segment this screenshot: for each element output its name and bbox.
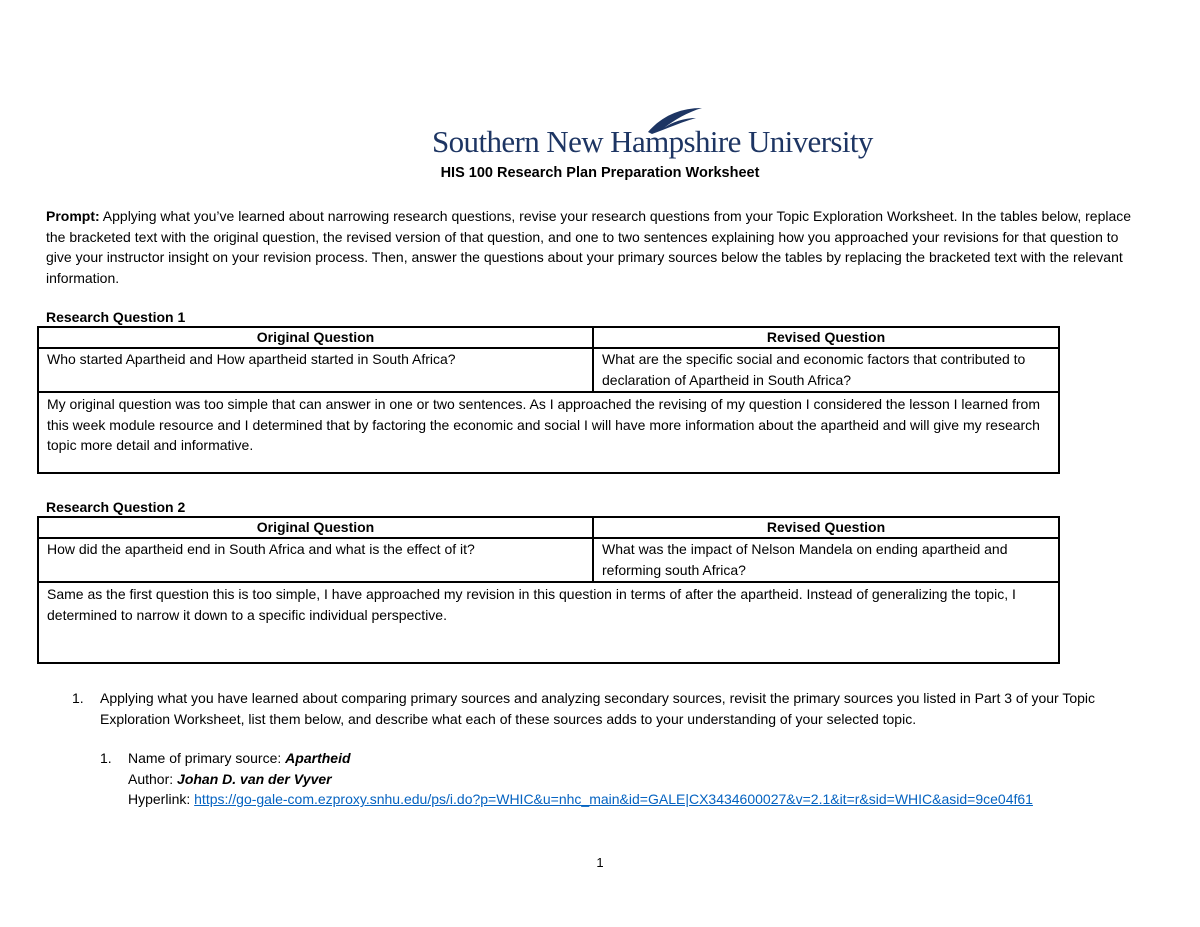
source-author-label: Author: (128, 770, 178, 787)
revised-question-cell[interactable]: What was the impact of Nelson Mandela on ending apartheid and reforming south Africa? (593, 538, 1059, 582)
revised-question-cell[interactable]: What are the specific social and economic factors that contributed to declaration of Apartheid in South Africa? (593, 348, 1059, 392)
list-number: 1. (100, 750, 112, 766)
original-question-header: Original Question (38, 517, 593, 538)
revision-explanation-cell[interactable]: My original question was too simple that can answer in one or two sentences. As I approached the revising of my question I considered the lesson I learned from this week module resource and I determined that by factoring the economic and social I will have more information about the apartheid and will give my research topic more detail and informative. (38, 392, 1059, 473)
university-name: Southern New Hampshire University (432, 124, 873, 159)
source-author[interactable]: Johan D. van der Vyver (177, 770, 332, 787)
list-number: 1. (72, 690, 84, 706)
source-hyperlink[interactable]: https://go-gale-com.ezproxy.snhu.edu/ps/i.do?p=WHIC&u=nhc_main&id=GALE|CX3434600027&v=2.1&it=r&sid=WHIC&asid=9ce04f61 (194, 791, 1033, 808)
research-question-2-table (37, 516, 1060, 664)
source-name-label: Name of primary source: (128, 750, 286, 766)
revised-question-header: Revised Question (593, 327, 1059, 348)
revision-explanation-cell[interactable]: Same as the first question this is too simple, I have approached my revision in this question in terms of after the apartheid. Instead of generalizing the topic, I determined to narrow it down to a specific individual perspective. (38, 582, 1059, 663)
university-logo (432, 106, 873, 159)
original-question-cell[interactable]: Who started Apartheid and How apartheid started in South Africa? (38, 348, 593, 392)
prompt-text: Applying what you’ve learned about narrowing research questions, revise your research questions from your Topic Exploration Worksheet. In the tables below, replace the bracketed text with the original question, the revised version of that question, and one to two sentences explaining how you approached your revisions for that question to give your instructor insight on your revision process. Then, answer the questions about your primary sources below the tables by replacing the bracketed text with the relevant information. (46, 208, 1132, 286)
source-name[interactable]: Apartheid (285, 750, 351, 766)
prompt-label: Prompt: (46, 208, 100, 224)
page-title: HIS 100 Research Plan Preparation Worksheet (440, 165, 760, 181)
source-name-line (128, 748, 1158, 769)
page-number: 1 (596, 855, 604, 870)
revised-question-header: Revised Question (593, 517, 1059, 538)
primary-source-details (128, 748, 1158, 810)
question-text: Applying what you have learned about comparing primary sources and analyzing secondary sources, revisit the primary sources you listed in Part 3 of your Topic Exploration Worksheet, list them below, and describe what each of these sources adds to your understanding of your selected topic. (100, 690, 1096, 727)
source-hyperlink-line (128, 789, 1158, 810)
research-question-1-table (37, 326, 1060, 474)
prompt-paragraph (46, 206, 1146, 288)
research-question-2-label: Research Question 2 (46, 499, 186, 515)
source-author-line (128, 769, 1158, 790)
original-question-header: Original Question (38, 327, 593, 348)
research-question-1-label: Research Question 1 (46, 309, 186, 325)
original-question-cell[interactable]: How did the apartheid end in South Africa and what is the effect of it? (38, 538, 593, 582)
source-hyperlink-label: Hyperlink: (128, 791, 195, 808)
